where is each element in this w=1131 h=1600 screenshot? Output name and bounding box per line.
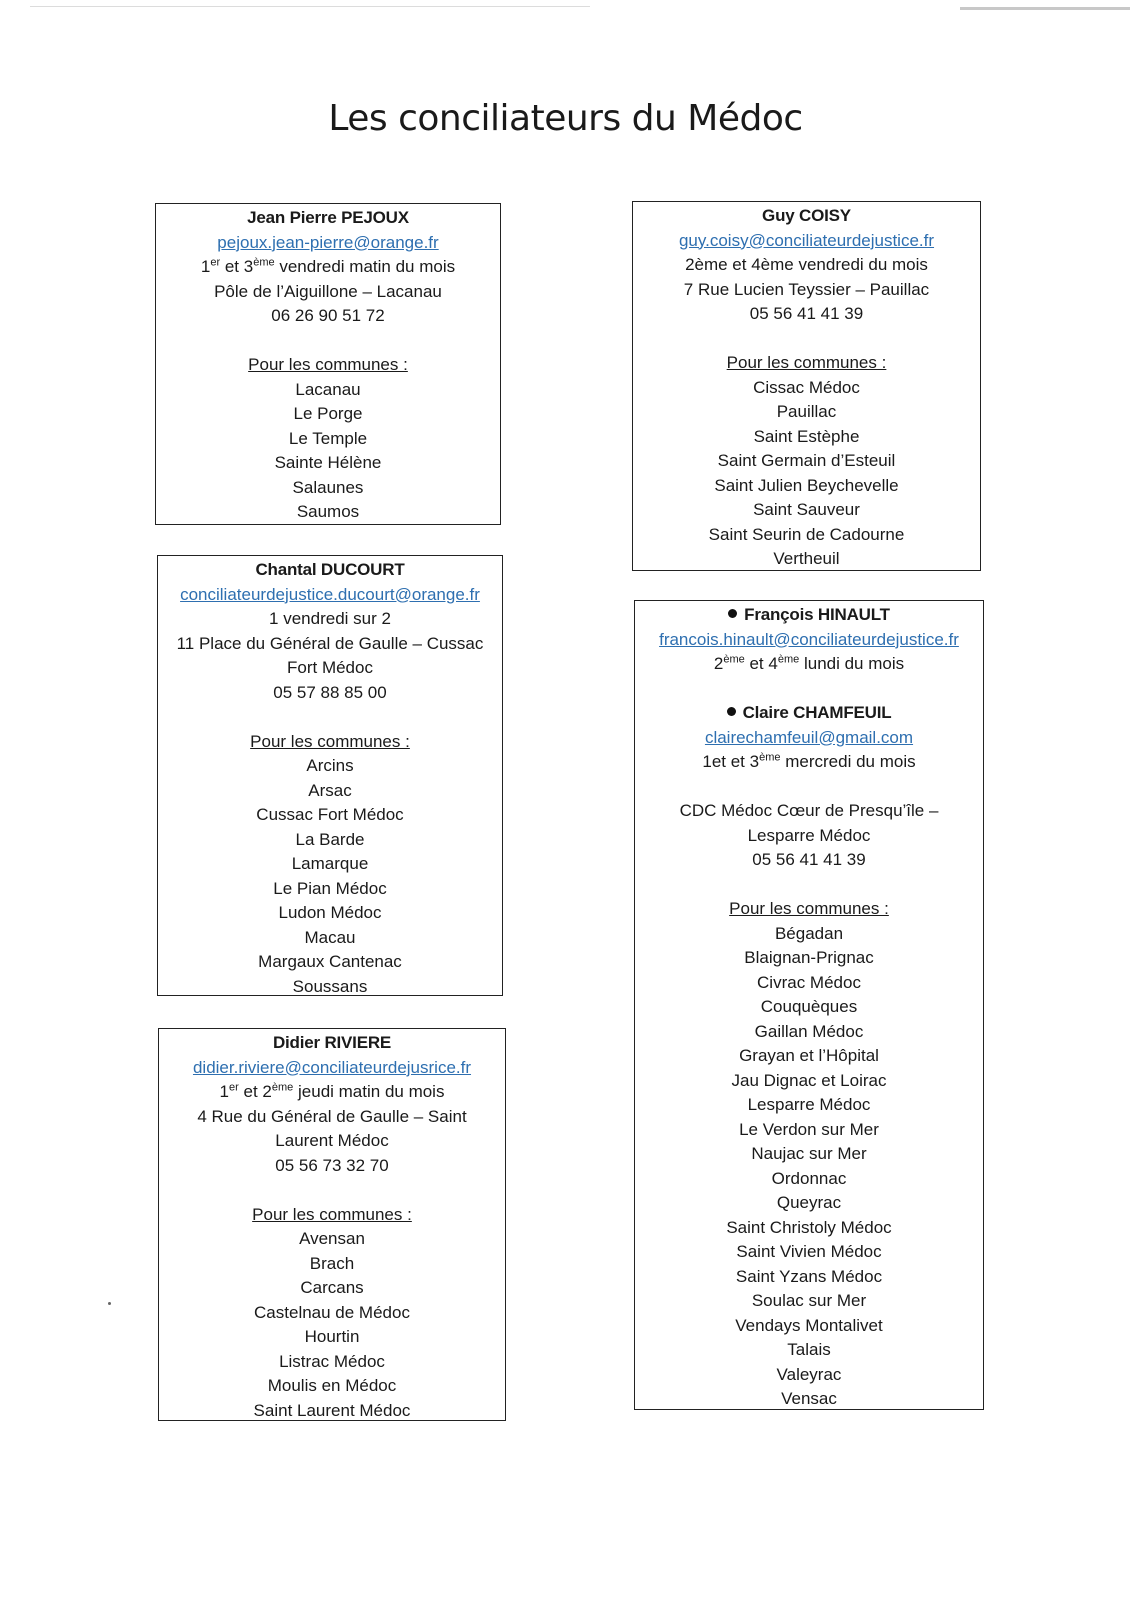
conciliator-email-link[interactable]: pejoux.jean-pierre@orange.fr bbox=[217, 232, 439, 252]
spacer bbox=[635, 677, 983, 702]
communes-label: Pour les communes : bbox=[729, 899, 889, 918]
commune-item: Lamarque bbox=[291, 854, 369, 873]
communes-list bbox=[159, 1227, 505, 1423]
phone-number: 05 57 88 85 00 bbox=[273, 682, 387, 702]
commune-item: Grayan et l’Hôpital bbox=[739, 1046, 879, 1065]
commune-item: Moulis en Médoc bbox=[267, 1376, 397, 1395]
commune-item: Cissac Médoc bbox=[753, 377, 860, 397]
conciliator-email-link[interactable]: didier.riviere@conciliateurdejusrice.fr bbox=[192, 1057, 472, 1077]
commune-item: Hourtin bbox=[304, 1327, 360, 1346]
conciliator-card-ducourt bbox=[157, 555, 503, 996]
conciliator-name: Didier RIVIERE bbox=[272, 1033, 392, 1052]
commune-item: Le Verdon sur Mer bbox=[739, 1119, 879, 1139]
commune-item: Saint Sauveur bbox=[753, 500, 860, 519]
communes-label: Pour les communes : bbox=[248, 355, 408, 374]
commune-item: Arcins bbox=[306, 756, 354, 775]
communes-list bbox=[633, 376, 980, 572]
address-line: Lesparre Médoc bbox=[747, 825, 871, 845]
commune-item: Castelnau de Médoc bbox=[254, 1302, 410, 1322]
commune-item: Le Temple bbox=[288, 428, 368, 448]
commune-item: Saint Estèphe bbox=[753, 426, 860, 446]
commune-item: Vendays Montalivet bbox=[735, 1315, 883, 1335]
address-line: 7 Rue Lucien Teyssier – Pauillac bbox=[683, 279, 930, 299]
bullet-icon bbox=[728, 609, 737, 618]
conciliator-name: Guy COISY bbox=[762, 206, 851, 225]
schedule-text: 2ème et 4ème lundi du mois bbox=[713, 653, 905, 673]
commune-item: Saint Yzans Médoc bbox=[735, 1266, 883, 1286]
commune-item: Saint Germain d’Esteuil bbox=[717, 451, 896, 470]
commune-item: Avensan bbox=[299, 1229, 365, 1248]
spacer bbox=[635, 775, 983, 800]
phone-number: 05 56 41 41 39 bbox=[749, 304, 864, 323]
phone-number: 06 26 90 51 72 bbox=[271, 306, 385, 325]
commune-item: Vertheuil bbox=[773, 549, 840, 568]
commune-item: Vensac bbox=[781, 1389, 837, 1408]
conciliator-email-link[interactable]: francois.hinault@conciliateurdejustice.fr bbox=[659, 629, 959, 649]
conciliator-email-link[interactable]: clairechamfeuil@gmail.com bbox=[704, 727, 914, 747]
commune-item: Margaux Cantenac bbox=[258, 952, 402, 971]
conciliator-card-hinault-chamfeuil bbox=[634, 600, 984, 1410]
commune-item: Carcans bbox=[300, 1278, 364, 1297]
page-title: Les conciliateurs du Médoc bbox=[328, 98, 803, 139]
commune-item: Civrac Médoc bbox=[757, 972, 861, 992]
commune-item: Talais bbox=[787, 1340, 831, 1359]
commune-item: Valeyrac bbox=[776, 1364, 842, 1384]
commune-item: Jau Dignac et Loirac bbox=[731, 1070, 887, 1090]
commune-item: Gaillan Médoc bbox=[754, 1021, 864, 1041]
communes-list bbox=[156, 378, 500, 525]
phone-number: 05 56 41 41 39 bbox=[752, 850, 866, 869]
communes-list bbox=[635, 922, 983, 1412]
commune-item: Lesparre Médoc bbox=[747, 1095, 871, 1114]
schedule-text: 1er et 3ème vendredi matin du mois bbox=[200, 256, 456, 276]
commune-item: Le Porge bbox=[293, 404, 363, 423]
commune-item: Saint Vivien Médoc bbox=[736, 1242, 882, 1261]
commune-item: Soulac sur Mer bbox=[751, 1291, 867, 1310]
conciliator-name: Claire CHAMFEUIL bbox=[635, 701, 983, 726]
communes-label: Pour les communes : bbox=[252, 1204, 412, 1224]
schedule-text: 1 vendredi sur 2 bbox=[269, 609, 391, 628]
commune-item: Brach bbox=[309, 1253, 355, 1273]
commune-item: Bégadan bbox=[774, 923, 844, 943]
conciliator-name: Jean Pierre PEJOUX bbox=[247, 208, 409, 227]
conciliator-name: François HINAULT bbox=[635, 603, 983, 628]
commune-item: Saint Christoly Médoc bbox=[726, 1217, 892, 1237]
commune-item: Saint Seurin de Cadourne bbox=[708, 524, 905, 544]
address-line: Pôle de l’Aiguillone – Lacanau bbox=[214, 281, 442, 301]
conciliator-name: Chantal DUCOURT bbox=[255, 560, 405, 579]
commune-item: Arsac bbox=[308, 780, 352, 800]
communes-list bbox=[158, 754, 502, 999]
commune-item: Pauillac bbox=[776, 402, 837, 421]
commune-item: Le Pian Médoc bbox=[273, 878, 387, 898]
commune-item: Queyrac bbox=[776, 1193, 842, 1212]
address-line: Fort Médoc bbox=[287, 658, 373, 677]
commune-item: Saint Julien Beychevelle bbox=[714, 475, 899, 495]
conciliator-email-link[interactable]: guy.coisy@conciliateurdejustice.fr bbox=[678, 230, 935, 250]
commune-item: Soussans bbox=[292, 976, 368, 996]
commune-item: Ludon Médoc bbox=[278, 903, 382, 922]
commune-item: Saint Laurent Médoc bbox=[253, 1400, 411, 1420]
address-line: 11 Place du Général de Gaulle – Cussac bbox=[176, 633, 484, 653]
communes-label: Pour les communes : bbox=[726, 353, 887, 372]
commune-item: Sainte Hélène bbox=[274, 453, 382, 472]
bullet-icon bbox=[727, 707, 736, 716]
schedule-text: 2ème et 4ème vendredi du mois bbox=[685, 255, 928, 274]
address-line: 4 Rue du Général de Gaulle – Saint bbox=[197, 1106, 467, 1126]
commune-item: Saumos bbox=[296, 502, 360, 521]
commune-item: Listrac Médoc bbox=[279, 1351, 385, 1371]
conciliator-card-pejoux bbox=[155, 203, 501, 525]
scan-speck bbox=[108, 1302, 111, 1305]
commune-item: Couquèques bbox=[760, 997, 858, 1016]
conciliator-email-link[interactable]: conciliateurdejustice.ducourt@orange.fr bbox=[180, 584, 480, 604]
scan-edge-line bbox=[960, 7, 1130, 10]
conciliator-card-riviere bbox=[158, 1028, 506, 1421]
schedule-text: 1er et 2ème jeudi matin du mois bbox=[219, 1081, 445, 1101]
commune-item: Macau bbox=[304, 927, 356, 947]
address-line: Laurent Médoc bbox=[275, 1131, 389, 1150]
communes-label: Pour les communes : bbox=[250, 731, 410, 751]
commune-item: Lacanau bbox=[295, 379, 361, 399]
conciliator-card-coisy bbox=[632, 201, 981, 571]
commune-item: Salaunes bbox=[292, 477, 364, 497]
commune-item: Cussac Fort Médoc bbox=[256, 805, 404, 824]
commune-item: Blaignan-Prignac bbox=[744, 948, 874, 967]
schedule-text: 1et et 3ème mercredi du mois bbox=[702, 751, 916, 771]
commune-item: Naujac sur Mer bbox=[751, 1144, 867, 1163]
commune-item: Ordonnac bbox=[771, 1168, 847, 1188]
scan-edge-line bbox=[30, 6, 590, 7]
commune-item: La Barde bbox=[295, 829, 365, 849]
phone-number: 05 56 73 32 70 bbox=[275, 1155, 389, 1175]
address-line: CDC Médoc Cœur de Presqu’île – bbox=[679, 801, 939, 820]
